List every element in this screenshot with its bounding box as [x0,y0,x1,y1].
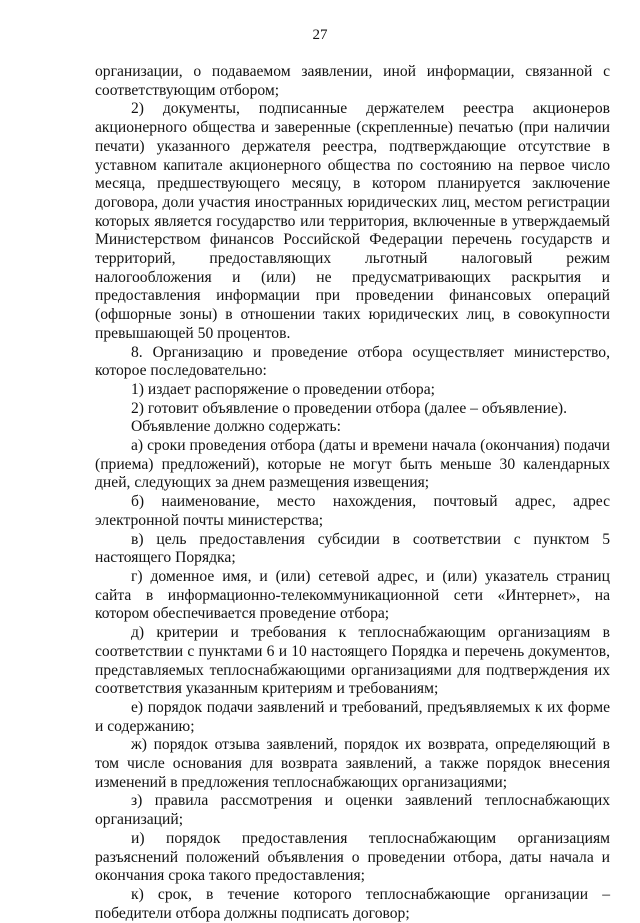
paragraph: 8. Организацию и проведение отбора осуществляет министерство, которое последовательно: [95,343,610,380]
paragraph: ж) порядок отзыва заявлений, порядок их возврата, определяющий в том числе основания для возврата заявлений, а также порядок внесения изменений в предложения теплоснабжающих организациями; [95,736,610,791]
document-body [95,63,610,923]
paragraph: е) порядок подачи заявлений и требований, предъявляемых к их форме и содержанию; [95,698,610,735]
paragraph: г) доменное имя, и (или) сетевой адрес, и (или) указатель страниц сайта в информационно-телекоммуникационной сети «Интернет», на котором обеспечивается проведение отбора; [95,567,610,623]
paragraph: з) правила рассмотрения и оценки заявлений теплоснабжающих организаций; [95,792,610,829]
paragraph: а) сроки проведения отбора (даты и времени начала (окончания) подачи (приема) предложений), которые не могут быть меньше 30 календарных дней, следующих за днем размещения извещения; [95,437,610,492]
paragraph: д) критерии и требования к теплоснабжающим организациям в соответствии с пунктами 6 и 10 настоящего Порядка и перечень документов, представляемых теплоснабжающими организациями для подтверждения их соответствия указанным критериям и требованиям; [95,624,610,698]
paragraph: 2) документы, подписанные держателем реестра акционеров акционерного общества и заверенные (скрепленные) печатью (при наличии печати) указанного держателя реестра, подтверждающие отсутствие в уставном капитале акционерного общества по состоянию на первое число месяца, предшествующего месяцу, в котором планируется заключение договора, доли участия иностранных юридических лиц, местом регистрации которых является государство или территория, включенные в утверждаемый Министерством финансов Российской Федерации перечень государств и территорий, предоставляющих льготный налоговый режим налогообложения и (или) не предусматривающих раскрытия и предоставления информации при проведении финансовых операций (офшорные зоны) в отношении таких юридических лиц, в совокупности превышающей 50 процентов. [95,100,610,342]
paragraph: Объявление должно содержать: [131,418,342,436]
paragraph: б) наименование, место нахождения, почтовый адрес, адрес электронной почты министерства; [95,493,610,529]
page-number: 27 [312,27,328,43]
paragraph: 2) готовит объявление о проведении отбора (далее – объявление). [131,399,567,417]
paragraph: к) срок, в течение которого теплоснабжающие организации – победители отбора должны подписать договор; [95,885,610,922]
paragraph: в) цель предоставления субсидии в соответствии с пунктом 5 настоящего Порядка; [95,530,610,567]
paragraph: и) порядок предоставления теплоснабжающим организациям разъяснений положений объявления о проведении отбора, даты начала и окончания срока такого предоставления; [95,829,610,885]
paragraph: организации, о подаваемом заявлении, иной информации, связанной с соответствующим отбором; [95,63,610,99]
paragraph: 1) издает распоряжение о проведении отбора; [131,380,435,398]
